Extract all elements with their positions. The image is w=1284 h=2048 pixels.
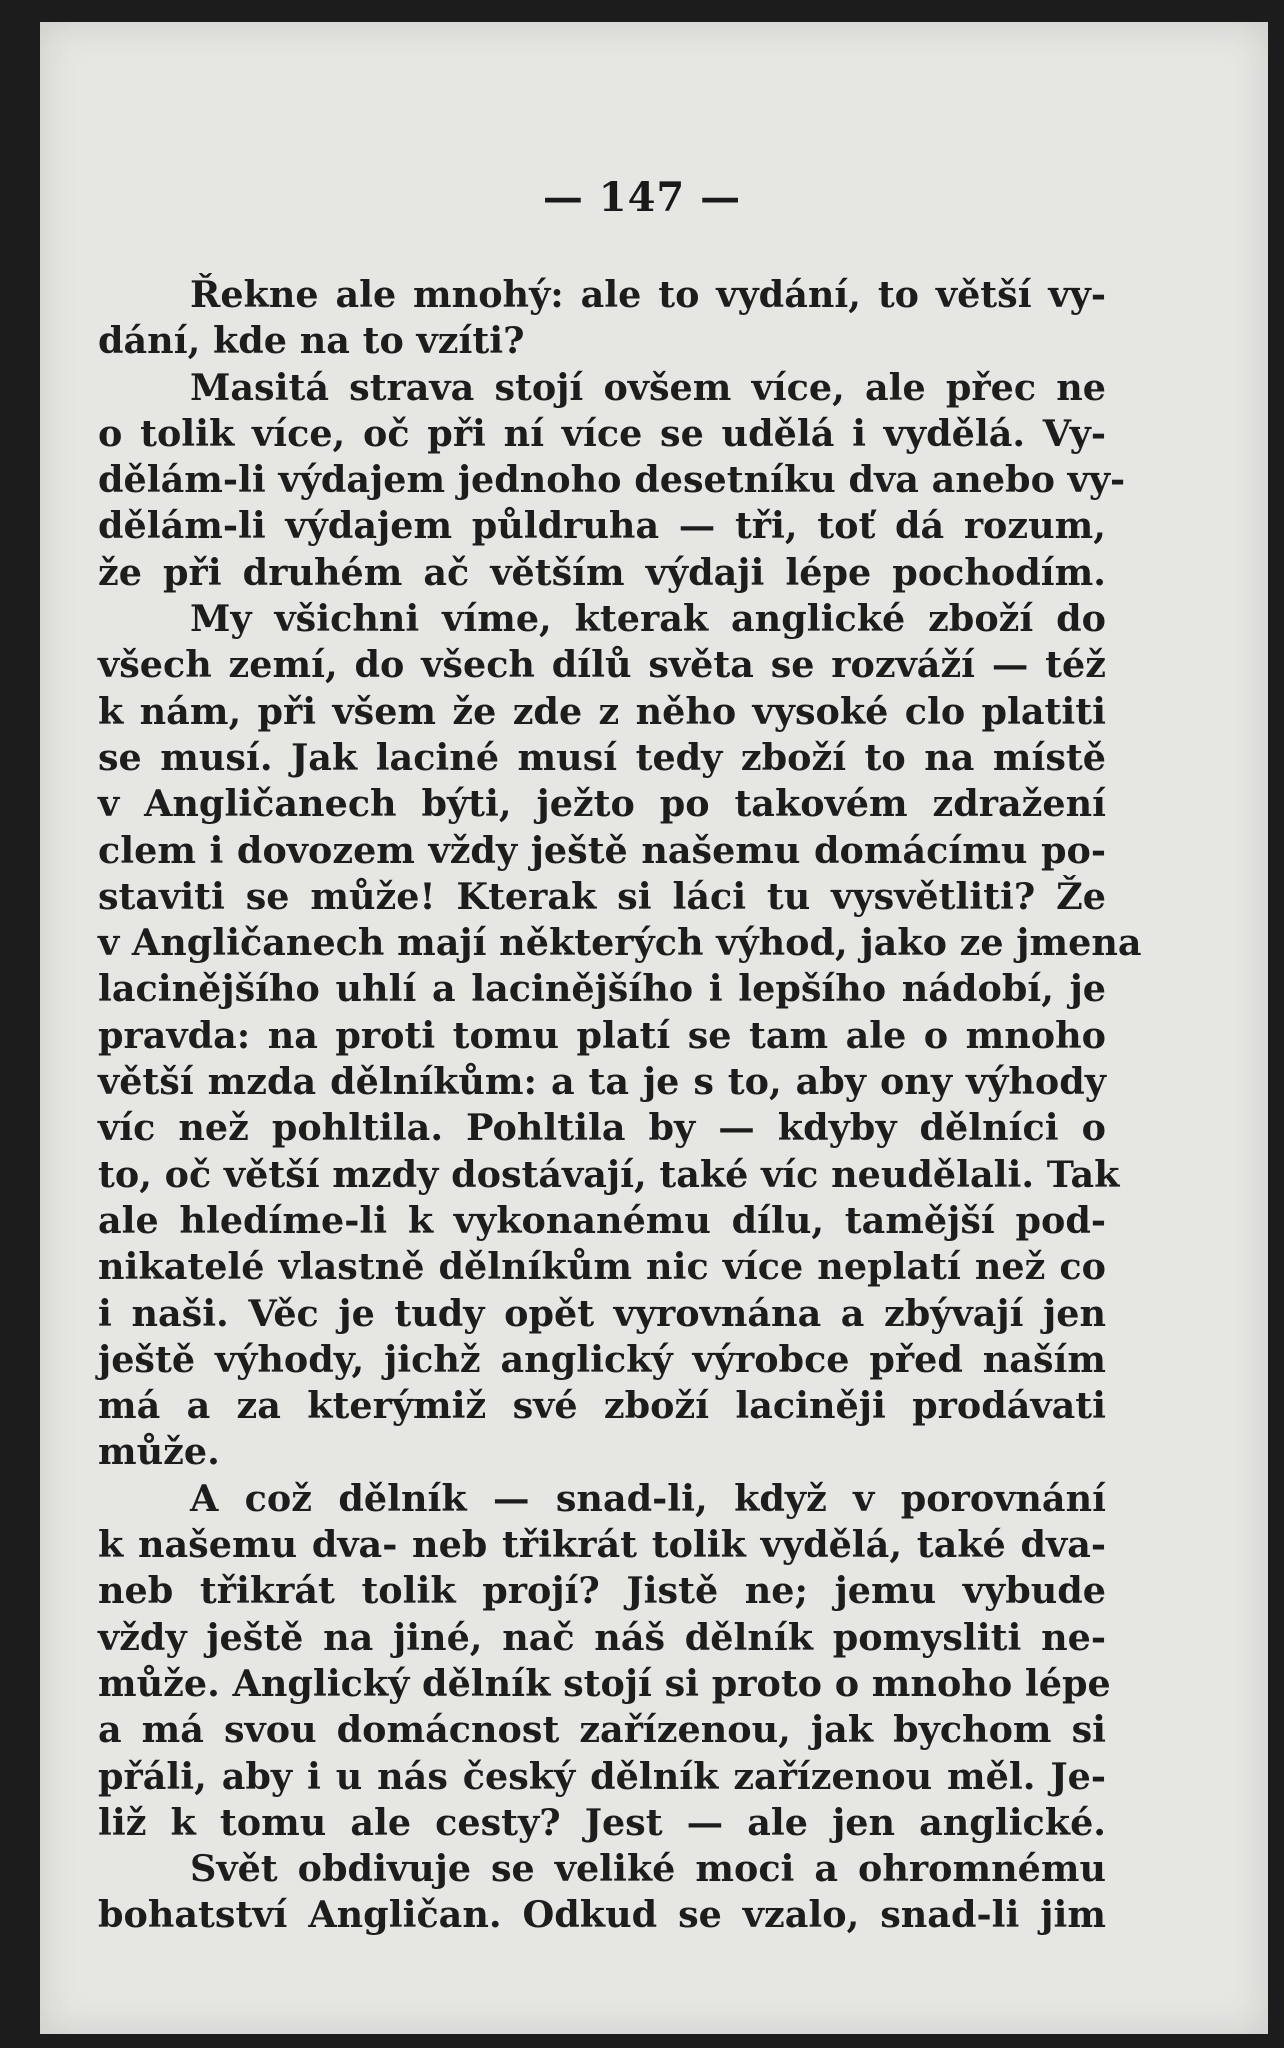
body-text <box>98 272 1142 1939</box>
page-number: — 147 — <box>542 174 742 221</box>
text-line: se musí. Jak laciné musí tedy zboží to na místě <box>98 735 1106 779</box>
text-line: přáli, aby i u nás český dělník zařízenou měl. Je- <box>98 1754 1106 1798</box>
text-line: v Angličanech býti, ježto po takovém zdražení <box>98 782 1106 826</box>
text-line: bohatství Angličan. Odkud se vzalo, snad-li jim <box>98 1893 1106 1937</box>
text-line: k nám, při všem že zde z něho vysoké clo platiti <box>98 689 1106 733</box>
text-line: A což dělník — snad-li, když v porovnání <box>190 1476 1106 1520</box>
text-line: ještě výhody, jichž anglický výrobce před naším <box>98 1337 1106 1381</box>
text-line: staviti se může! Kterak si láci tu vysvětliti? Že <box>98 874 1106 918</box>
text-line: ale hledíme-li k vykonanému dílu, tamější pod- <box>98 1198 1106 1242</box>
text-line: že při druhém ač větším výdaji lépe pochodím. <box>98 550 1106 594</box>
text-line: My všichni víme, kterak anglické zboží do <box>190 597 1106 641</box>
text-line: může. Anglický dělník stojí si proto o mnoho lépe <box>98 1661 1111 1705</box>
text-line: pravda: na proti tomu platí se tam ale o mnoho <box>98 1013 1106 1057</box>
text-line: všech zemí, do všech dílů světa se rozváží — též <box>98 643 1106 687</box>
text-line: dělám-li výdajem jednoho desetníku dva anebo vy- <box>98 458 1126 502</box>
text-line: k našemu dva- neb třikrát tolik vydělá, také dva- <box>98 1523 1106 1567</box>
text-line: a má svou domácnost zařízenou, jak bychom si <box>98 1708 1106 1752</box>
text-line: liž k tomu ale cesty? Jest — ale jen anglické. <box>98 1800 1106 1844</box>
text-line: může. <box>98 1430 220 1474</box>
text-line: dání, kde na to vzíti? <box>98 319 525 363</box>
text-line: lacinějšího uhlí a lacinějšího i lepšího nádobí, je <box>98 967 1106 1011</box>
text-line: i naši. Věc je tudy opět vyrovnána a zbývají jen <box>98 1291 1106 1335</box>
text-line: to, oč větší mzdy dostávají, také víc neudělali. Tak <box>98 1152 1120 1196</box>
text-line: nikatelé vlastně dělníkům nic více neplatí než co <box>98 1245 1106 1289</box>
text-line: Masitá strava stojí ovšem více, ale přec ne <box>190 365 1106 409</box>
text-line: v Angličanech mají některých výhod, jako ze jmena <box>98 921 1142 965</box>
text-line: o tolik více, oč při ní více se udělá i vydělá. Vy- <box>98 411 1106 455</box>
text-line: dělám-li výdajem půldruha — tři, toť dá rozum, <box>98 504 1106 548</box>
text-line: Svět obdivuje se veliké moci a ohromnému <box>190 1847 1106 1891</box>
text-line: má a za kterýmiž své zboží laciněji prodávati <box>98 1384 1106 1428</box>
text-line: větší mzda dělníkům: a ta je s to, aby ony výhody <box>98 1060 1106 1104</box>
text-line: víc než pohltila. Pohltila by — kdyby dělníci o <box>98 1106 1106 1150</box>
book-page <box>40 22 1268 2034</box>
text-line: Řekne ale mnohý: ale to vydání, to větší vy- <box>190 273 1106 316</box>
text-line: neb třikrát tolik projí? Jistě ne; jemu vybude <box>98 1569 1106 1613</box>
text-line: clem i dovozem vždy ještě našemu domácímu po- <box>98 828 1106 872</box>
text-line: vždy ještě na jiné, nač náš dělník pomysliti ne- <box>98 1615 1106 1659</box>
